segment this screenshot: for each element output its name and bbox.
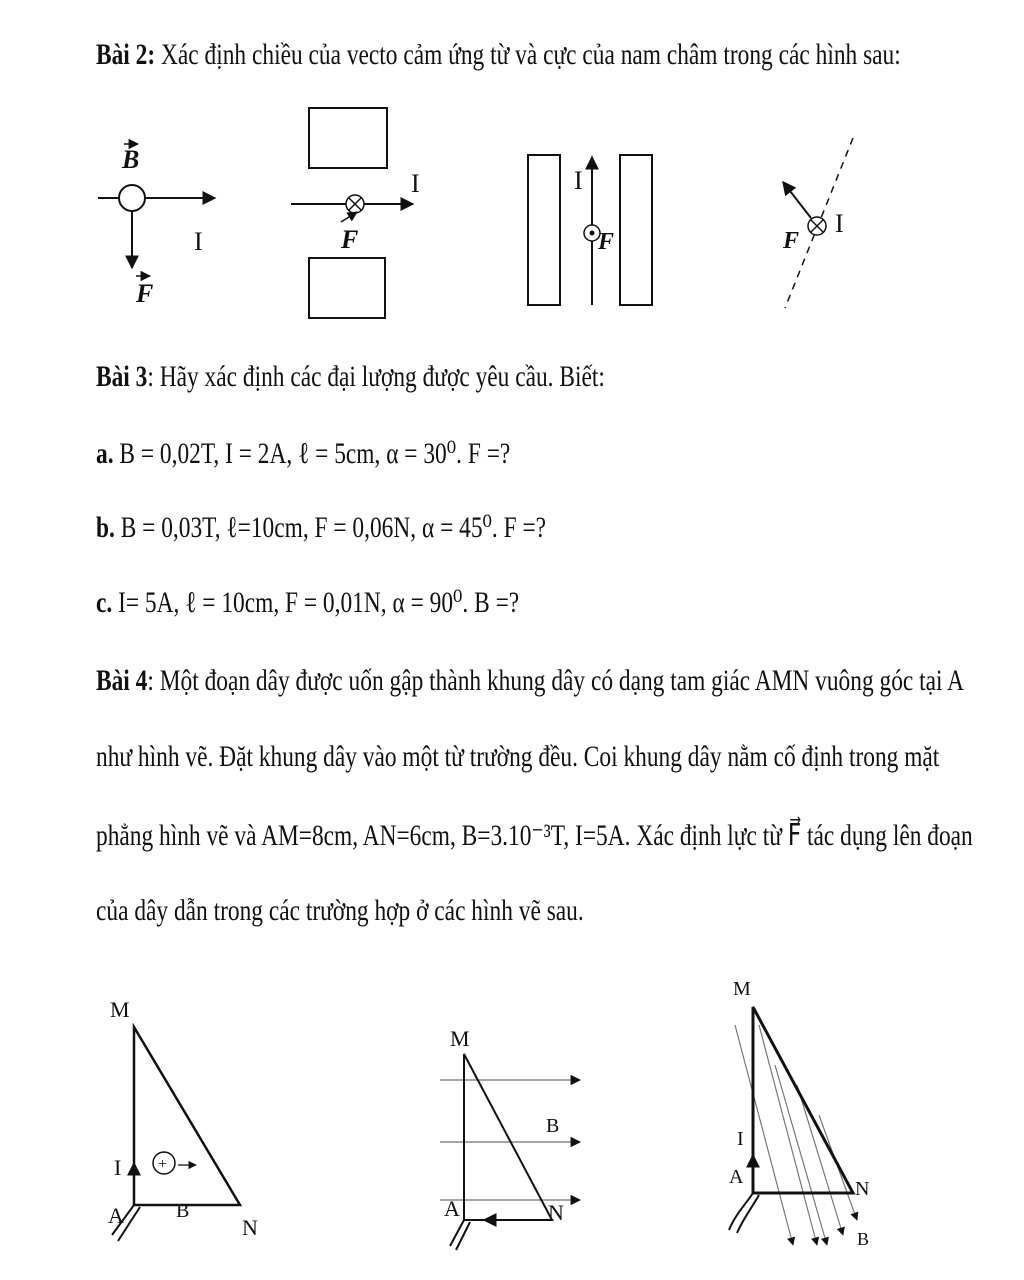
bai4-figure-3	[715, 965, 890, 1265]
bai3-item-b-label: b.	[96, 511, 115, 544]
bai3-item-b	[96, 510, 546, 545]
bai2-figure-4	[765, 130, 875, 320]
fig6-b-label: B	[546, 1115, 560, 1137]
bai3-title: Bài 3	[96, 360, 148, 393]
bai4-text-4: của dây dẫn trong các trường hợp ở các hình vẽ sau.	[96, 894, 584, 927]
fig7-i-label: I	[737, 1128, 744, 1150]
bai4-line-4	[96, 894, 584, 928]
fig1-f-label: F	[136, 279, 154, 308]
magnet-top	[309, 108, 387, 168]
magnet-bottom	[309, 258, 385, 318]
bai2-heading	[96, 38, 901, 72]
bai4-line-2	[96, 740, 939, 774]
bai2-text: Xác định chiều của vecto cảm ứng từ và cực của nam châm trong các hình sau:	[161, 38, 901, 71]
fig4-i-label: I	[835, 209, 844, 238]
fig5-b-label: B	[176, 1200, 190, 1222]
bai3-item-a	[96, 436, 510, 471]
bai3-item-c-label: c.	[96, 586, 113, 619]
fig3-i-label: I	[574, 166, 583, 195]
fig5-m-label: M	[110, 997, 130, 1022]
fig7-m-label: M	[733, 978, 751, 1000]
bai3-item-c	[96, 585, 519, 620]
triangle-amn-3	[753, 1007, 853, 1193]
fig7-b-label: B	[857, 1229, 870, 1249]
bai4-figure-2	[430, 1010, 600, 1260]
fig7-n-label: N	[855, 1178, 870, 1200]
bai4-text-1: : Một đoạn dây được uốn gập thành khung dây có dạng tam giác AMN vuông góc tại A	[147, 664, 964, 697]
fig6-a-label: A	[444, 1196, 460, 1221]
fig5-plus: +	[158, 1156, 168, 1173]
fig1-i-label: I	[194, 227, 203, 256]
fig3-f-label: F	[598, 229, 615, 255]
fig5-a-label: A	[108, 1203, 124, 1228]
bai4-figure-1	[100, 985, 270, 1270]
fig6-n-label: N	[548, 1200, 564, 1225]
fig5-i-label: I	[114, 1155, 122, 1180]
bai4-line-3	[96, 818, 973, 853]
bai4-text-3: phẳng hình vẽ và AM=8cm, AN=6cm, B=3.10⁻³T, I=5A. Xác định lực từ F⃗ tác dụng lên đoạn	[96, 819, 973, 852]
fig7-a-label: A	[729, 1166, 744, 1188]
fig4-f-label: F	[783, 228, 800, 254]
bai4-title: Bài 4	[96, 664, 148, 697]
bai3-item-b-text: B = 0,03T, ℓ=10cm, F = 0,06N, α = 45⁰. F =?	[120, 511, 547, 544]
bai3-item-c-text: I= 5A, ℓ = 10cm, F = 0,01N, α = 90⁰. B =?	[118, 586, 520, 619]
bai2-figure-1	[90, 130, 240, 310]
bai3-item-a-text: B = 0,02T, I = 2A, ℓ = 5cm, α = 30⁰. F =?	[119, 437, 511, 470]
bai2-figure-2	[285, 100, 445, 330]
fig2-i-label: I	[411, 169, 420, 198]
bai3-text: : Hãy xác định các đại lượng được yêu cầu. Biết:	[147, 360, 605, 393]
bai4-text-2: như hình vẽ. Đặt khung dây vào một từ trường đều. Coi khung dây nằm cố định trong mặt	[96, 740, 940, 773]
bai3-item-a-label: a.	[96, 437, 114, 470]
fig6-m-label: M	[450, 1026, 470, 1051]
magnet-right	[620, 155, 652, 305]
fig1-b-label: B	[122, 145, 140, 174]
fig5-n-label: N	[242, 1215, 258, 1240]
triangle-amn-2	[464, 1054, 552, 1220]
bai3-heading	[96, 360, 605, 394]
triangle-amn-1	[134, 1027, 240, 1205]
magnet-left	[528, 155, 560, 305]
fig2-f-label: F	[341, 225, 359, 254]
bai4-line-1	[96, 664, 964, 698]
bai2-title: Bài 2:	[96, 38, 156, 71]
bai2-figure-3	[520, 145, 670, 315]
